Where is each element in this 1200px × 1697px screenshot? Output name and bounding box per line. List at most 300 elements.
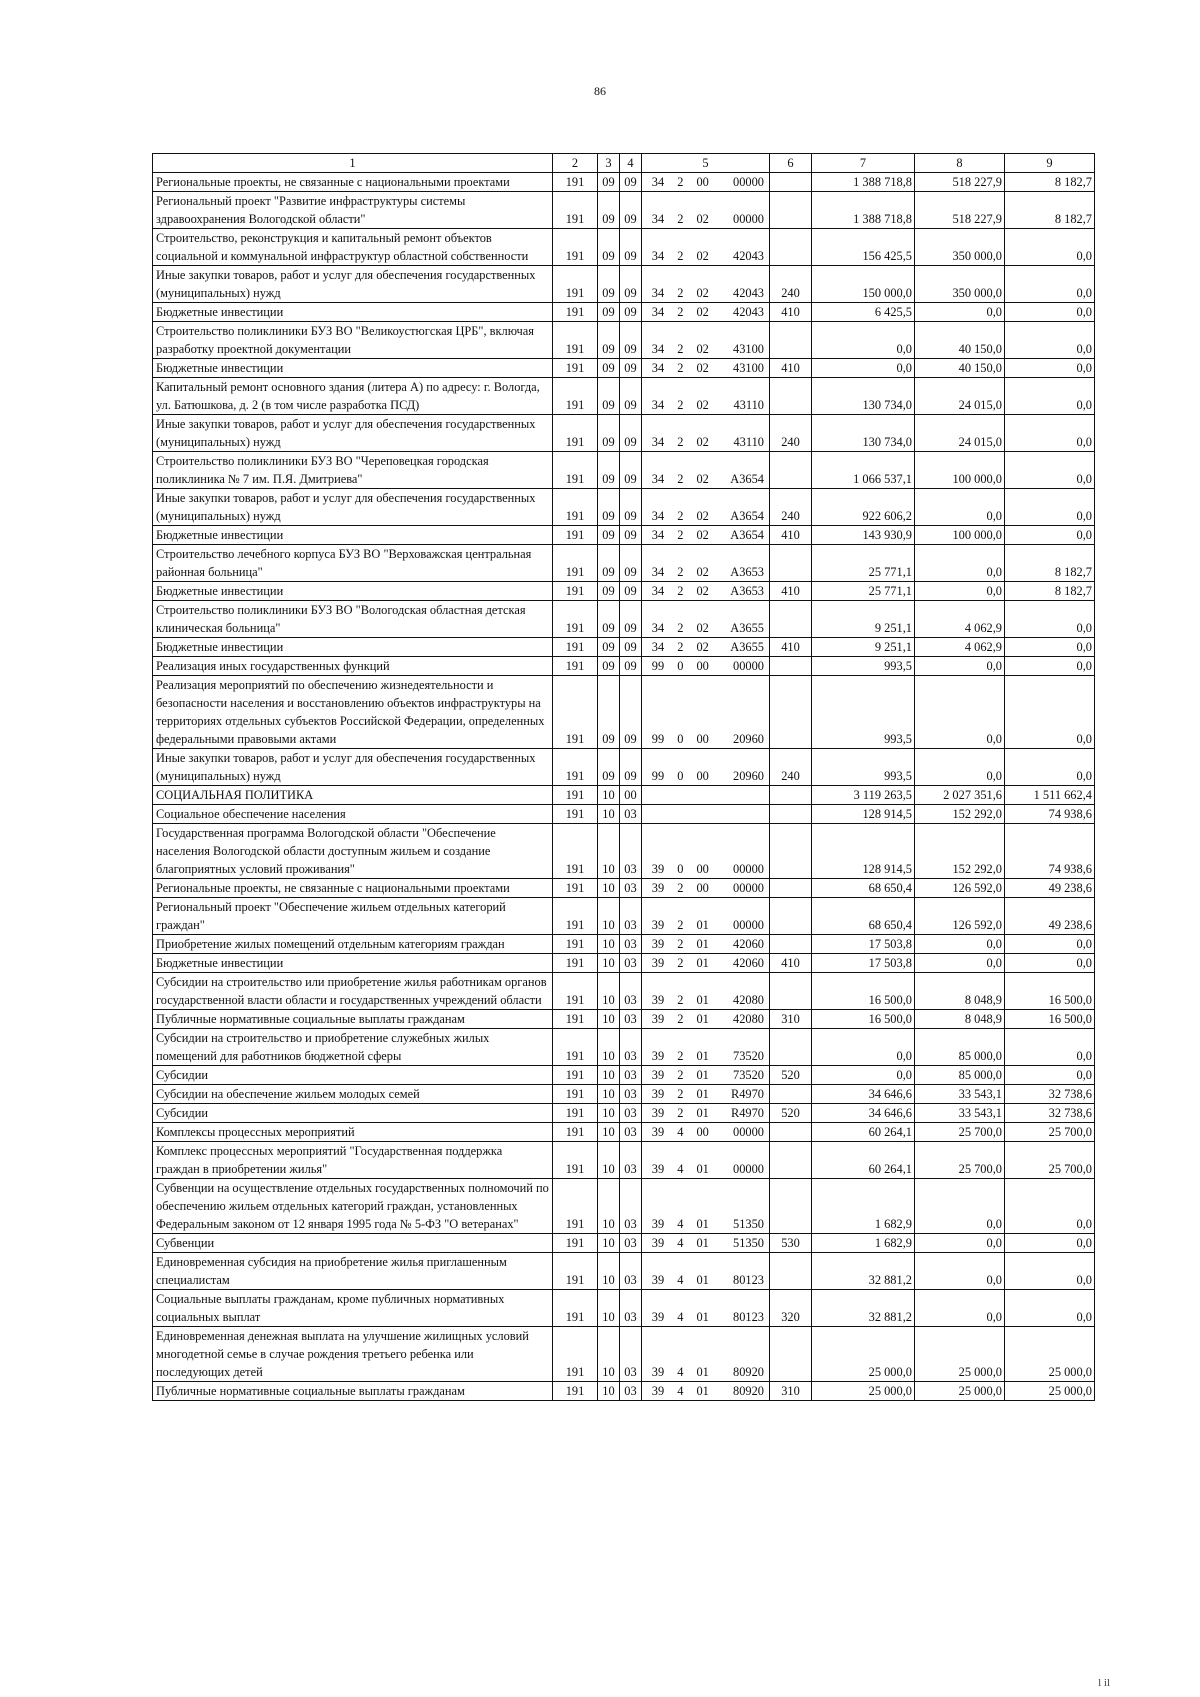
- article-type: 2: [677, 1049, 684, 1063]
- table-row: [153, 545, 1095, 582]
- amount-col7-cell: 156 425,5: [812, 229, 915, 266]
- table-row: [153, 1290, 1095, 1327]
- razdel-cell: 09: [598, 489, 620, 526]
- podrazdel-cell: 03: [620, 1179, 642, 1234]
- amount-col9-cell: 0,0: [1005, 415, 1095, 452]
- podrazdel-cell: 09: [620, 378, 642, 415]
- expense-type-cell: [770, 192, 812, 229]
- amount-col8-cell: 126 592,0: [915, 879, 1005, 898]
- razdel-cell: 10: [598, 1029, 620, 1066]
- amount-col7-cell: 993,5: [812, 657, 915, 676]
- table-row: [153, 378, 1095, 415]
- expense-type-cell: [770, 452, 812, 489]
- article-direction: 80123: [733, 1310, 764, 1324]
- amount-col9-cell: 0,0: [1005, 303, 1095, 322]
- row-name-cell: Субвенции на осуществление отдельных государственных полномочий по обеспечению жильем отдельных категорий граждан, установленных Федеральным законом от 12 января 1995 года № 5-ФЗ "О ветеранах": [153, 1179, 553, 1234]
- row-name-cell: Иные закупки товаров, работ и услуг для обеспечения государственных (муниципальных) нужд: [153, 415, 553, 452]
- article-direction: А3655: [730, 621, 764, 635]
- article-structure: 00: [696, 1125, 709, 1139]
- vedomstvo-cell: 191: [553, 1253, 598, 1290]
- target-article-cell: [642, 452, 770, 489]
- article-direction: 00000: [733, 659, 764, 673]
- vedomstvo-cell: 191: [553, 322, 598, 359]
- podrazdel-cell: 03: [620, 1382, 642, 1401]
- expense-type-cell: 310: [770, 1382, 812, 1401]
- podrazdel-cell: 09: [620, 229, 642, 266]
- vedomstvo-cell: 191: [553, 173, 598, 192]
- article-structure: 00: [696, 175, 709, 189]
- amount-col9-cell: 0,0: [1005, 322, 1095, 359]
- article-type: 2: [677, 472, 684, 486]
- amount-col7-cell: 3 119 263,5: [812, 786, 915, 805]
- amount-col8-cell: 40 150,0: [915, 322, 1005, 359]
- amount-col9-cell: 25 700,0: [1005, 1123, 1095, 1142]
- razdel-cell: 10: [598, 805, 620, 824]
- vedomstvo-cell: 191: [553, 824, 598, 879]
- expense-type-cell: [770, 1085, 812, 1104]
- amount-col7-cell: 60 264,1: [812, 1142, 915, 1179]
- target-article-cell: [642, 824, 770, 879]
- amount-col9-cell: 0,0: [1005, 1234, 1095, 1253]
- header-cell: 8: [915, 154, 1005, 173]
- article-type: 2: [677, 640, 684, 654]
- expense-type-cell: 310: [770, 1010, 812, 1029]
- header-row: [153, 154, 1095, 173]
- expense-type-cell: 240: [770, 489, 812, 526]
- article-structure: 02: [696, 472, 709, 486]
- article-structure: 02: [696, 435, 709, 449]
- article-type: 0: [677, 862, 684, 876]
- target-article-cell: [642, 303, 770, 322]
- amount-col7-cell: 1 066 537,1: [812, 452, 915, 489]
- vedomstvo-cell: 191: [553, 1104, 598, 1123]
- row-name-cell: Строительство поликлиники БУЗ ВО "Вологодская областная детская клиническая больница": [153, 601, 553, 638]
- article-structure: 01: [696, 1106, 709, 1120]
- article-type: 2: [677, 1087, 684, 1101]
- article-program: 39: [651, 1106, 665, 1120]
- razdel-cell: 10: [598, 1010, 620, 1029]
- amount-col7-cell: 130 734,0: [812, 415, 915, 452]
- article-program: 34: [651, 212, 665, 226]
- target-article-cell: [642, 173, 770, 192]
- podrazdel-cell: 09: [620, 601, 642, 638]
- article-program: 99: [651, 732, 665, 746]
- article-structure: 02: [696, 286, 709, 300]
- row-name-cell: Иные закупки товаров, работ и услуг для обеспечения государственных (муниципальных) нужд: [153, 266, 553, 303]
- target-article-cell: [642, 898, 770, 935]
- article-type: 2: [677, 937, 684, 951]
- table-row: [153, 824, 1095, 879]
- table-row: [153, 676, 1095, 749]
- article-program: 39: [651, 1273, 665, 1287]
- amount-col8-cell: 0,0: [915, 1253, 1005, 1290]
- article-direction: 51350: [733, 1217, 764, 1231]
- article-type: 2: [677, 249, 684, 263]
- target-article-cell: [642, 266, 770, 303]
- row-name-cell: Комплекс процессных мероприятий "Государственная поддержка граждан в приобретении жилья": [153, 1142, 553, 1179]
- article-structure: 02: [696, 584, 709, 598]
- row-name-cell: Бюджетные инвестиции: [153, 303, 553, 322]
- article-structure: 02: [696, 342, 709, 356]
- amount-col9-cell: 25 000,0: [1005, 1382, 1095, 1401]
- podrazdel-cell: 03: [620, 1029, 642, 1066]
- amount-col9-cell: 0,0: [1005, 935, 1095, 954]
- razdel-cell: 10: [598, 824, 620, 879]
- table-row: [153, 749, 1095, 786]
- podrazdel-cell: 09: [620, 749, 642, 786]
- article-structure: 02: [696, 565, 709, 579]
- article-type: 2: [677, 509, 684, 523]
- article-type: 4: [677, 1310, 684, 1324]
- expense-type-cell: [770, 824, 812, 879]
- amount-col9-cell: 0,0: [1005, 526, 1095, 545]
- target-article-cell: [642, 359, 770, 378]
- target-article-cell: [642, 1142, 770, 1179]
- amount-col8-cell: 25 000,0: [915, 1382, 1005, 1401]
- amount-col8-cell: 24 015,0: [915, 378, 1005, 415]
- article-program: 39: [651, 1012, 665, 1026]
- amount-col7-cell: 68 650,4: [812, 879, 915, 898]
- podrazdel-cell: 03: [620, 935, 642, 954]
- article-direction: А3655: [730, 640, 764, 654]
- article-program: 34: [651, 640, 665, 654]
- article-structure: 01: [696, 1236, 709, 1250]
- article-direction: 43100: [733, 342, 764, 356]
- target-article-cell: [642, 805, 770, 824]
- amount-col7-cell: 1 682,9: [812, 1234, 915, 1253]
- vedomstvo-cell: 191: [553, 676, 598, 749]
- razdel-cell: 10: [598, 1253, 620, 1290]
- article-type: 2: [677, 918, 684, 932]
- table-row: [153, 229, 1095, 266]
- article-type: 2: [677, 212, 684, 226]
- article-direction: 42080: [733, 1012, 764, 1026]
- amount-col9-cell: 0,0: [1005, 266, 1095, 303]
- article-type: 4: [677, 1365, 684, 1379]
- amount-col8-cell: 0,0: [915, 954, 1005, 973]
- table-row: [153, 1085, 1095, 1104]
- vedomstvo-cell: 191: [553, 898, 598, 935]
- article-direction: 00000: [733, 1125, 764, 1139]
- target-article-cell: [642, 676, 770, 749]
- expense-type-cell: [770, 601, 812, 638]
- article-program: 39: [651, 1049, 665, 1063]
- table-body: [153, 173, 1095, 1401]
- podrazdel-cell: 03: [620, 1104, 642, 1123]
- table-row: [153, 601, 1095, 638]
- table-row: [153, 192, 1095, 229]
- vedomstvo-cell: 191: [553, 415, 598, 452]
- article-structure: 02: [696, 509, 709, 523]
- article-type: 2: [677, 621, 684, 635]
- podrazdel-cell: 09: [620, 192, 642, 229]
- razdel-cell: 09: [598, 359, 620, 378]
- amount-col8-cell: 152 292,0: [915, 824, 1005, 879]
- amount-col9-cell: 49 238,6: [1005, 898, 1095, 935]
- vedomstvo-cell: 191: [553, 805, 598, 824]
- podrazdel-cell: 03: [620, 1327, 642, 1382]
- amount-col8-cell: 350 000,0: [915, 266, 1005, 303]
- article-program: 39: [651, 1068, 665, 1082]
- razdel-cell: 09: [598, 303, 620, 322]
- target-article-cell: [642, 1104, 770, 1123]
- table-row: [153, 954, 1095, 973]
- article-type: 2: [677, 175, 684, 189]
- razdel-cell: 10: [598, 1290, 620, 1327]
- amount-col7-cell: 68 650,4: [812, 898, 915, 935]
- article-structure: 01: [696, 1273, 709, 1287]
- amount-col7-cell: 9 251,1: [812, 601, 915, 638]
- table-row: [153, 898, 1095, 935]
- article-direction: 00000: [733, 862, 764, 876]
- vedomstvo-cell: 191: [553, 378, 598, 415]
- vedomstvo-cell: 191: [553, 601, 598, 638]
- podrazdel-cell: 09: [620, 526, 642, 545]
- podrazdel-cell: 03: [620, 824, 642, 879]
- row-name-cell: Региональный проект "Обеспечение жильем отдельных категорий граждан": [153, 898, 553, 935]
- vedomstvo-cell: 191: [553, 1290, 598, 1327]
- podrazdel-cell: 09: [620, 322, 642, 359]
- podrazdel-cell: 09: [620, 676, 642, 749]
- podrazdel-cell: 03: [620, 898, 642, 935]
- article-program: 39: [651, 993, 665, 1007]
- vedomstvo-cell: 191: [553, 954, 598, 973]
- expense-type-cell: 410: [770, 526, 812, 545]
- amount-col8-cell: 4 062,9: [915, 638, 1005, 657]
- table-row: [153, 1010, 1095, 1029]
- expense-type-cell: [770, 378, 812, 415]
- row-name-cell: Публичные нормативные социальные выплаты гражданам: [153, 1382, 553, 1401]
- article-type: 2: [677, 305, 684, 319]
- amount-col7-cell: 0,0: [812, 1029, 915, 1066]
- vedomstvo-cell: 191: [553, 1085, 598, 1104]
- amount-col7-cell: 25 771,1: [812, 545, 915, 582]
- article-direction: 42060: [733, 956, 764, 970]
- article-structure: 02: [696, 528, 709, 542]
- razdel-cell: 09: [598, 601, 620, 638]
- amount-col8-cell: 518 227,9: [915, 192, 1005, 229]
- article-program: 39: [651, 1310, 665, 1324]
- row-name-cell: Единовременная денежная выплата на улучшение жилищных условий многодетной семье в случае рождения третьего ребенка или последующих детей: [153, 1327, 553, 1382]
- article-direction: 42043: [733, 305, 764, 319]
- row-name-cell: Региональные проекты, не связанные с национальными проектами: [153, 173, 553, 192]
- podrazdel-cell: 09: [620, 638, 642, 657]
- article-type: 2: [677, 435, 684, 449]
- table-row: [153, 582, 1095, 601]
- razdel-cell: 10: [598, 1179, 620, 1234]
- expense-type-cell: [770, 1327, 812, 1382]
- razdel-cell: 09: [598, 676, 620, 749]
- article-program: 34: [651, 621, 665, 635]
- article-program: 34: [651, 361, 665, 375]
- amount-col8-cell: 100 000,0: [915, 526, 1005, 545]
- article-type: 4: [677, 1125, 684, 1139]
- table-row: [153, 638, 1095, 657]
- expense-type-cell: 240: [770, 266, 812, 303]
- article-structure: 01: [696, 1384, 709, 1398]
- amount-col7-cell: 922 606,2: [812, 489, 915, 526]
- amount-col7-cell: 6 425,5: [812, 303, 915, 322]
- article-type: 2: [677, 956, 684, 970]
- vedomstvo-cell: 191: [553, 229, 598, 266]
- amount-col9-cell: 0,0: [1005, 749, 1095, 786]
- vedomstvo-cell: 191: [553, 657, 598, 676]
- article-program: 39: [651, 918, 665, 932]
- article-type: 2: [677, 1106, 684, 1120]
- amount-col9-cell: 0,0: [1005, 229, 1095, 266]
- amount-col8-cell: 25 700,0: [915, 1142, 1005, 1179]
- vedomstvo-cell: 191: [553, 973, 598, 1010]
- article-direction: 43110: [733, 435, 764, 449]
- amount-col7-cell: 17 503,8: [812, 954, 915, 973]
- article-type: 2: [677, 584, 684, 598]
- target-article-cell: [642, 973, 770, 1010]
- amount-col7-cell: 128 914,5: [812, 805, 915, 824]
- article-program: 39: [651, 1162, 665, 1176]
- vedomstvo-cell: 191: [553, 1234, 598, 1253]
- podrazdel-cell: 09: [620, 452, 642, 489]
- amount-col8-cell: 350 000,0: [915, 229, 1005, 266]
- row-name-cell: Единовременная субсидия на приобретение жилья приглашенным специалистам: [153, 1253, 553, 1290]
- article-direction: 00000: [733, 881, 764, 895]
- row-name-cell: Социальные выплаты гражданам, кроме публичных нормативных социальных выплат: [153, 1290, 553, 1327]
- article-program: 39: [651, 956, 665, 970]
- article-direction: 73520: [733, 1068, 764, 1082]
- amount-col8-cell: 8 048,9: [915, 1010, 1005, 1029]
- article-program: 39: [651, 881, 665, 895]
- amount-col9-cell: 25 000,0: [1005, 1327, 1095, 1382]
- article-program: 99: [651, 659, 665, 673]
- article-program: 34: [651, 249, 665, 263]
- article-structure: 02: [696, 621, 709, 635]
- article-structure: 01: [696, 1087, 709, 1101]
- amount-col9-cell: 0,0: [1005, 452, 1095, 489]
- amount-col7-cell: 1 388 718,8: [812, 192, 915, 229]
- amount-col9-cell: 74 938,6: [1005, 805, 1095, 824]
- amount-col7-cell: 34 646,6: [812, 1104, 915, 1123]
- article-program: 34: [651, 509, 665, 523]
- row-name-cell: Субсидии: [153, 1066, 553, 1085]
- row-name-cell: Реализация мероприятий по обеспечению жизнедеятельности и безопасности населения и восстановлению объектов инфраструктуры на территориях отдельных субъектов Российской Федерации, определенных федеральными правовыми актами: [153, 676, 553, 749]
- expense-type-cell: [770, 229, 812, 266]
- amount-col8-cell: 2 027 351,6: [915, 786, 1005, 805]
- row-name-cell: Комплексы процессных мероприятий: [153, 1123, 553, 1142]
- amount-col8-cell: 40 150,0: [915, 359, 1005, 378]
- amount-col7-cell: 0,0: [812, 359, 915, 378]
- amount-col8-cell: 518 227,9: [915, 173, 1005, 192]
- vedomstvo-cell: 191: [553, 638, 598, 657]
- vedomstvo-cell: 191: [553, 1142, 598, 1179]
- article-structure: 00: [696, 769, 709, 783]
- podrazdel-cell: 03: [620, 1290, 642, 1327]
- amount-col7-cell: 9 251,1: [812, 638, 915, 657]
- row-name-cell: Строительство поликлиники БУЗ ВО "Великоустюгская ЦРБ", включая разработку проектной документации: [153, 322, 553, 359]
- article-structure: 02: [696, 212, 709, 226]
- podrazdel-cell: 00: [620, 786, 642, 805]
- row-name-cell: Иные закупки товаров, работ и услуг для обеспечения государственных (муниципальных) нужд: [153, 749, 553, 786]
- article-structure: 01: [696, 1162, 709, 1176]
- table-row: [153, 266, 1095, 303]
- article-direction: 42080: [733, 993, 764, 1007]
- amount-col9-cell: 0,0: [1005, 954, 1095, 973]
- article-structure: 01: [696, 956, 709, 970]
- row-name-cell: Публичные нормативные социальные выплаты гражданам: [153, 1010, 553, 1029]
- article-program: 39: [651, 937, 665, 951]
- article-direction: 43110: [733, 398, 764, 412]
- podrazdel-cell: 03: [620, 973, 642, 1010]
- row-name-cell: Приобретение жилых помещений отдельным категориям граждан: [153, 935, 553, 954]
- target-article-cell: [642, 489, 770, 526]
- article-direction: 43100: [733, 361, 764, 375]
- article-direction: 73520: [733, 1049, 764, 1063]
- target-article-cell: [642, 545, 770, 582]
- amount-col8-cell: 152 292,0: [915, 805, 1005, 824]
- amount-col7-cell: 16 500,0: [812, 973, 915, 1010]
- amount-col8-cell: 33 543,1: [915, 1085, 1005, 1104]
- vedomstvo-cell: 191: [553, 359, 598, 378]
- row-name-cell: Субсидии на строительство и приобретение служебных жилых помещений для работников бюджетной сферы: [153, 1029, 553, 1066]
- article-program: 39: [651, 1217, 665, 1231]
- razdel-cell: 09: [598, 322, 620, 359]
- table-row: [153, 657, 1095, 676]
- amount-col7-cell: 25 000,0: [812, 1382, 915, 1401]
- razdel-cell: 09: [598, 378, 620, 415]
- podrazdel-cell: 09: [620, 173, 642, 192]
- amount-col9-cell: 1 511 662,4: [1005, 786, 1095, 805]
- article-type: 4: [677, 1273, 684, 1287]
- razdel-cell: 10: [598, 954, 620, 973]
- table-row: [153, 526, 1095, 545]
- header-cell: 2: [553, 154, 598, 173]
- razdel-cell: 10: [598, 1142, 620, 1179]
- table-row: [153, 1253, 1095, 1290]
- amount-col8-cell: 0,0: [915, 1290, 1005, 1327]
- amount-col7-cell: 993,5: [812, 749, 915, 786]
- row-name-cell: Субсидии на обеспечение жильем молодых семей: [153, 1085, 553, 1104]
- razdel-cell: 10: [598, 879, 620, 898]
- target-article-cell: [642, 415, 770, 452]
- article-direction: 80920: [733, 1365, 764, 1379]
- vedomstvo-cell: 191: [553, 452, 598, 489]
- header-cell: 7: [812, 154, 915, 173]
- article-structure: 01: [696, 937, 709, 951]
- amount-col8-cell: 0,0: [915, 676, 1005, 749]
- article-type: 2: [677, 286, 684, 300]
- amount-col8-cell: 126 592,0: [915, 898, 1005, 935]
- table-row: [153, 935, 1095, 954]
- article-direction: 00000: [733, 175, 764, 189]
- row-name-cell: Бюджетные инвестиции: [153, 582, 553, 601]
- razdel-cell: 10: [598, 898, 620, 935]
- article-type: 4: [677, 1162, 684, 1176]
- razdel-cell: 10: [598, 1066, 620, 1085]
- podrazdel-cell: 09: [620, 582, 642, 601]
- amount-col8-cell: 33 543,1: [915, 1104, 1005, 1123]
- row-name-cell: Бюджетные инвестиции: [153, 359, 553, 378]
- article-program: 39: [651, 1087, 665, 1101]
- article-structure: 01: [696, 1365, 709, 1379]
- article-type: 4: [677, 1384, 684, 1398]
- amount-col9-cell: 16 500,0: [1005, 1010, 1095, 1029]
- article-structure: 02: [696, 640, 709, 654]
- article-direction: 20960: [733, 769, 764, 783]
- header-cell: 5: [642, 154, 770, 173]
- amount-col8-cell: 0,0: [915, 489, 1005, 526]
- table-row: [153, 489, 1095, 526]
- expense-type-cell: [770, 1179, 812, 1234]
- razdel-cell: 09: [598, 638, 620, 657]
- row-name-cell: Субсидии на строительство или приобретение жилья работникам органов государственной власти области и государственных учреждений области: [153, 973, 553, 1010]
